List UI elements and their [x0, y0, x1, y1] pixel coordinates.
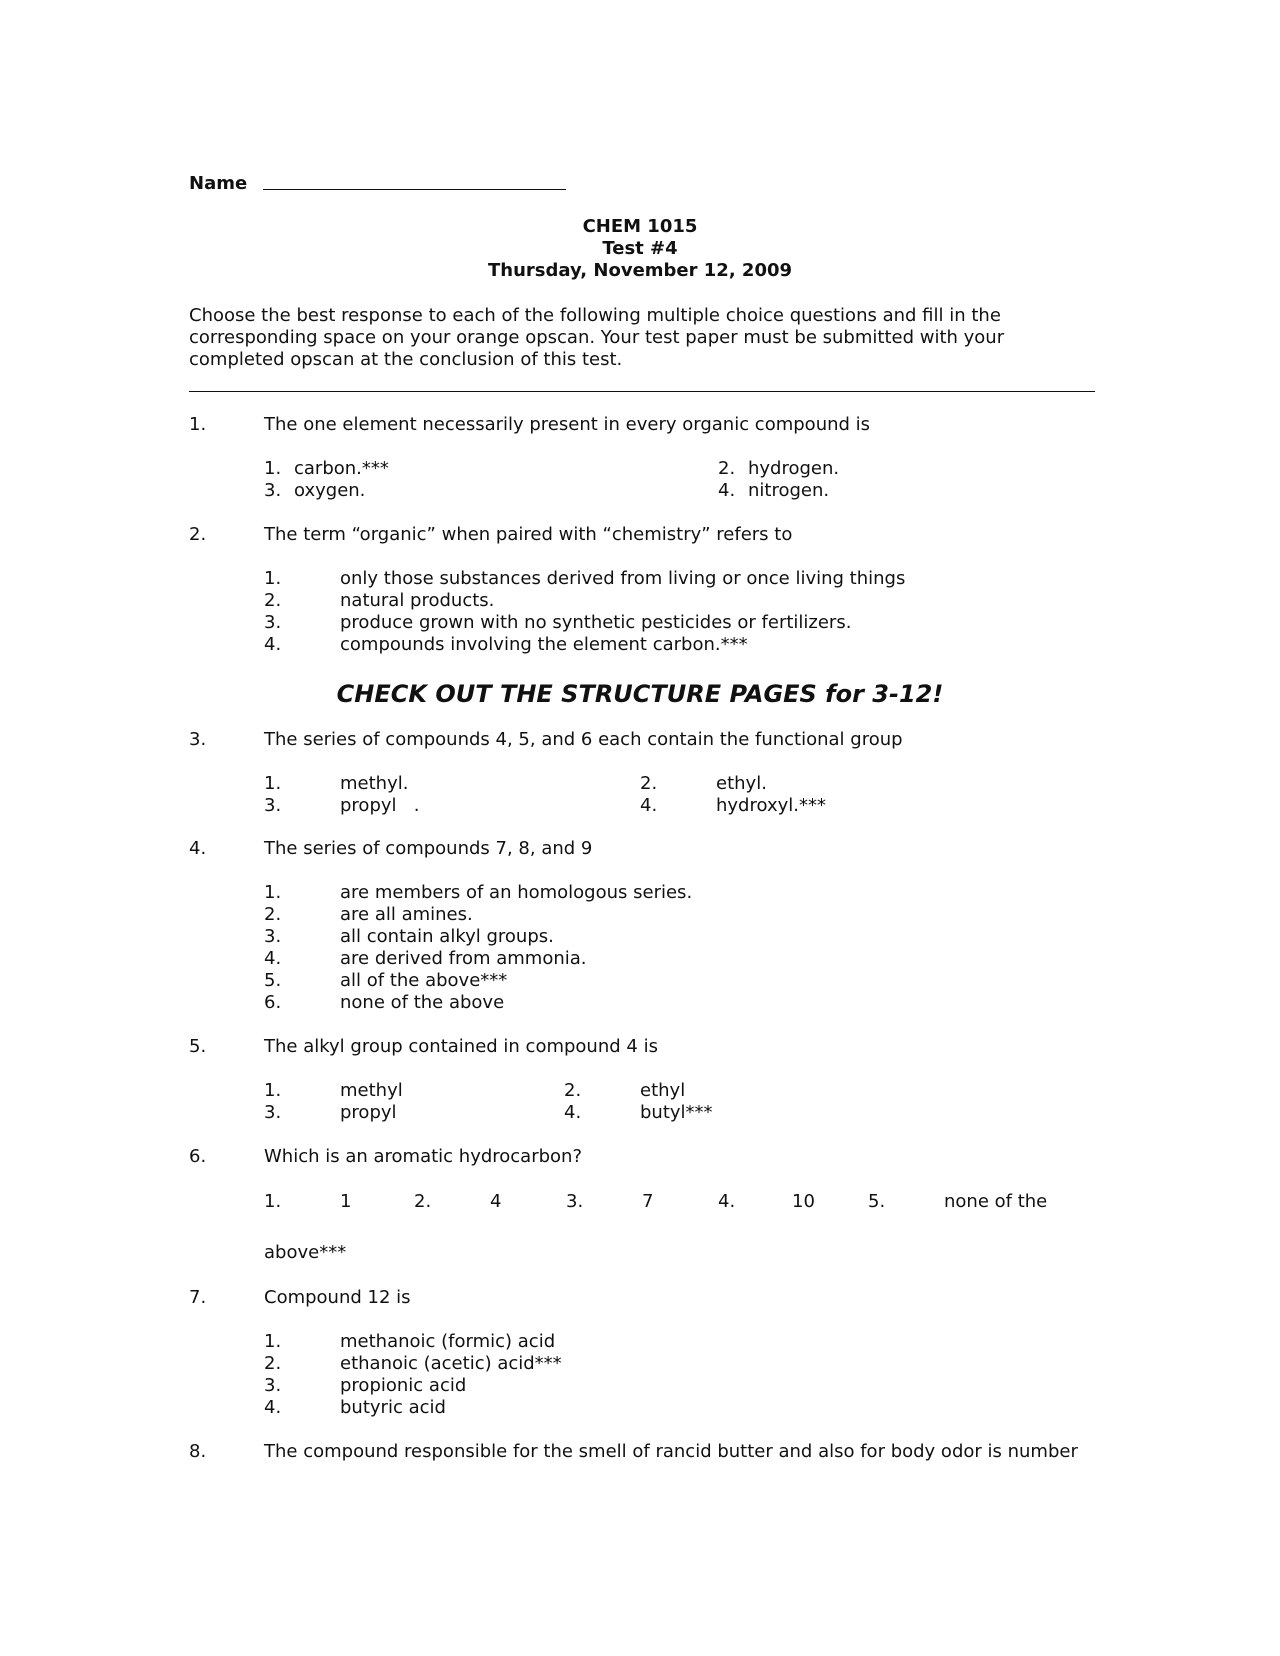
option-number: 2.	[264, 1353, 282, 1374]
option-number: 2.	[264, 904, 282, 925]
option-number: 3.	[566, 1191, 584, 1212]
course-title: CHEM 1015	[582, 216, 698, 237]
option-text: 10	[792, 1191, 815, 1212]
option-text: propyl	[340, 1102, 397, 1123]
option-number: 6.	[264, 992, 282, 1013]
option-number: 2.	[264, 590, 282, 611]
option-number: 4.	[264, 948, 282, 969]
option-number: 4.	[640, 795, 658, 816]
question-number: 8.	[189, 1441, 207, 1462]
option-text: 1	[340, 1191, 352, 1212]
option-number: 1.	[264, 773, 282, 794]
divider-rule	[189, 391, 1095, 392]
instructions-line: completed opscan at the conclusion of this test.	[189, 349, 623, 370]
option-text: 4	[490, 1191, 502, 1212]
option-number: 5.	[868, 1191, 886, 1212]
option-text: propionic acid	[340, 1375, 467, 1396]
test-number: Test #4	[602, 238, 678, 259]
option-text: are derived from ammonia.	[340, 948, 587, 969]
option-number: 2.	[414, 1191, 432, 1212]
question-text: Which is an aromatic hydrocarbon?	[264, 1146, 583, 1167]
option-continuation: above***	[264, 1242, 347, 1263]
option-text: all of the above***	[340, 970, 508, 991]
option-text: methyl	[340, 1080, 403, 1101]
option-text: ethyl.	[716, 773, 767, 794]
option-text: oxygen.	[294, 480, 366, 501]
question-number: 5.	[189, 1036, 207, 1057]
option-text: all contain alkyl groups.	[340, 926, 554, 947]
option-text: none of the	[944, 1191, 1048, 1212]
option-number: 2.	[718, 458, 736, 479]
question-text: The series of compounds 4, 5, and 6 each contain the functional group	[264, 729, 903, 750]
question-text: The term “organic” when paired with “chemistry” refers to	[264, 524, 793, 545]
option-text: 7	[642, 1191, 654, 1212]
instructions-line: Choose the best response to each of the following multiple choice questions and fill in the	[189, 305, 1001, 326]
option-text: are members of an homologous series.	[340, 882, 693, 903]
option-number: 3.	[264, 612, 282, 633]
option-text: hydroxyl.***	[716, 795, 826, 816]
option-number: 4.	[718, 480, 736, 501]
option-text: ethanoic (acetic) acid***	[340, 1353, 562, 1374]
option-text: only those substances derived from living or once living things	[340, 568, 906, 589]
instructions	[189, 305, 1095, 371]
option-number: 5.	[264, 970, 282, 991]
question-text: The one element necessarily present in every organic compound is	[264, 414, 871, 435]
question-number: 7.	[189, 1287, 207, 1308]
question-number: 1.	[189, 414, 207, 435]
option-number: 1.	[264, 1191, 282, 1212]
question-text: Compound 12 is	[264, 1287, 411, 1308]
option-text: carbon.***	[294, 458, 389, 479]
option-number: 2.	[564, 1080, 582, 1101]
option-text: ethyl	[640, 1080, 686, 1101]
option-number: 2.	[640, 773, 658, 794]
test-header	[0, 216, 1280, 282]
question-number: 4.	[189, 838, 207, 859]
option-number: 4.	[564, 1102, 582, 1123]
option-text: compounds involving the element carbon.***	[340, 634, 748, 655]
option-text: propyl .	[340, 795, 420, 816]
option-number: 4.	[718, 1191, 736, 1212]
option-text: natural products.	[340, 590, 495, 611]
question-text: The alkyl group contained in compound 4 is	[264, 1036, 658, 1057]
structure-pages-banner: CHECK OUT THE STRUCTURE PAGES for 3-12!	[336, 680, 944, 708]
name-blank-line	[263, 189, 566, 190]
option-number: 3.	[264, 926, 282, 947]
option-number: 3.	[264, 1375, 282, 1396]
option-number: 4.	[264, 634, 282, 655]
option-number: 3.	[264, 1102, 282, 1123]
option-text: methanoic (formic) acid	[340, 1331, 556, 1352]
option-text: nitrogen.	[748, 480, 830, 501]
option-number: 3.	[264, 480, 282, 501]
question-text: The compound responsible for the smell of rancid butter and also for body odor is number	[264, 1441, 1078, 1462]
option-text: none of the above	[340, 992, 505, 1013]
option-number: 1.	[264, 1331, 282, 1352]
instructions-line: corresponding space on your orange opscan. Your test paper must be submitted with your	[189, 327, 1005, 348]
option-number: 3.	[264, 795, 282, 816]
option-number: 4.	[264, 1397, 282, 1418]
option-number: 1.	[264, 458, 282, 479]
option-number: 1.	[264, 882, 282, 903]
option-text: methyl.	[340, 773, 409, 794]
option-text: produce grown with no synthetic pesticides or fertilizers.	[340, 612, 852, 633]
question-number: 3.	[189, 729, 207, 750]
option-text: are all amines.	[340, 904, 473, 925]
option-number: 1.	[264, 568, 282, 589]
option-number: 1.	[264, 1080, 282, 1101]
option-text: butyric acid	[340, 1397, 446, 1418]
question-text: The series of compounds 7, 8, and 9	[264, 838, 593, 859]
question-number: 2.	[189, 524, 207, 545]
question-number: 6.	[189, 1146, 207, 1167]
name-label: Name	[189, 173, 248, 194]
test-date: Thursday, November 12, 2009	[487, 260, 793, 281]
option-text: hydrogen.	[748, 458, 840, 479]
option-text: butyl***	[640, 1102, 713, 1123]
